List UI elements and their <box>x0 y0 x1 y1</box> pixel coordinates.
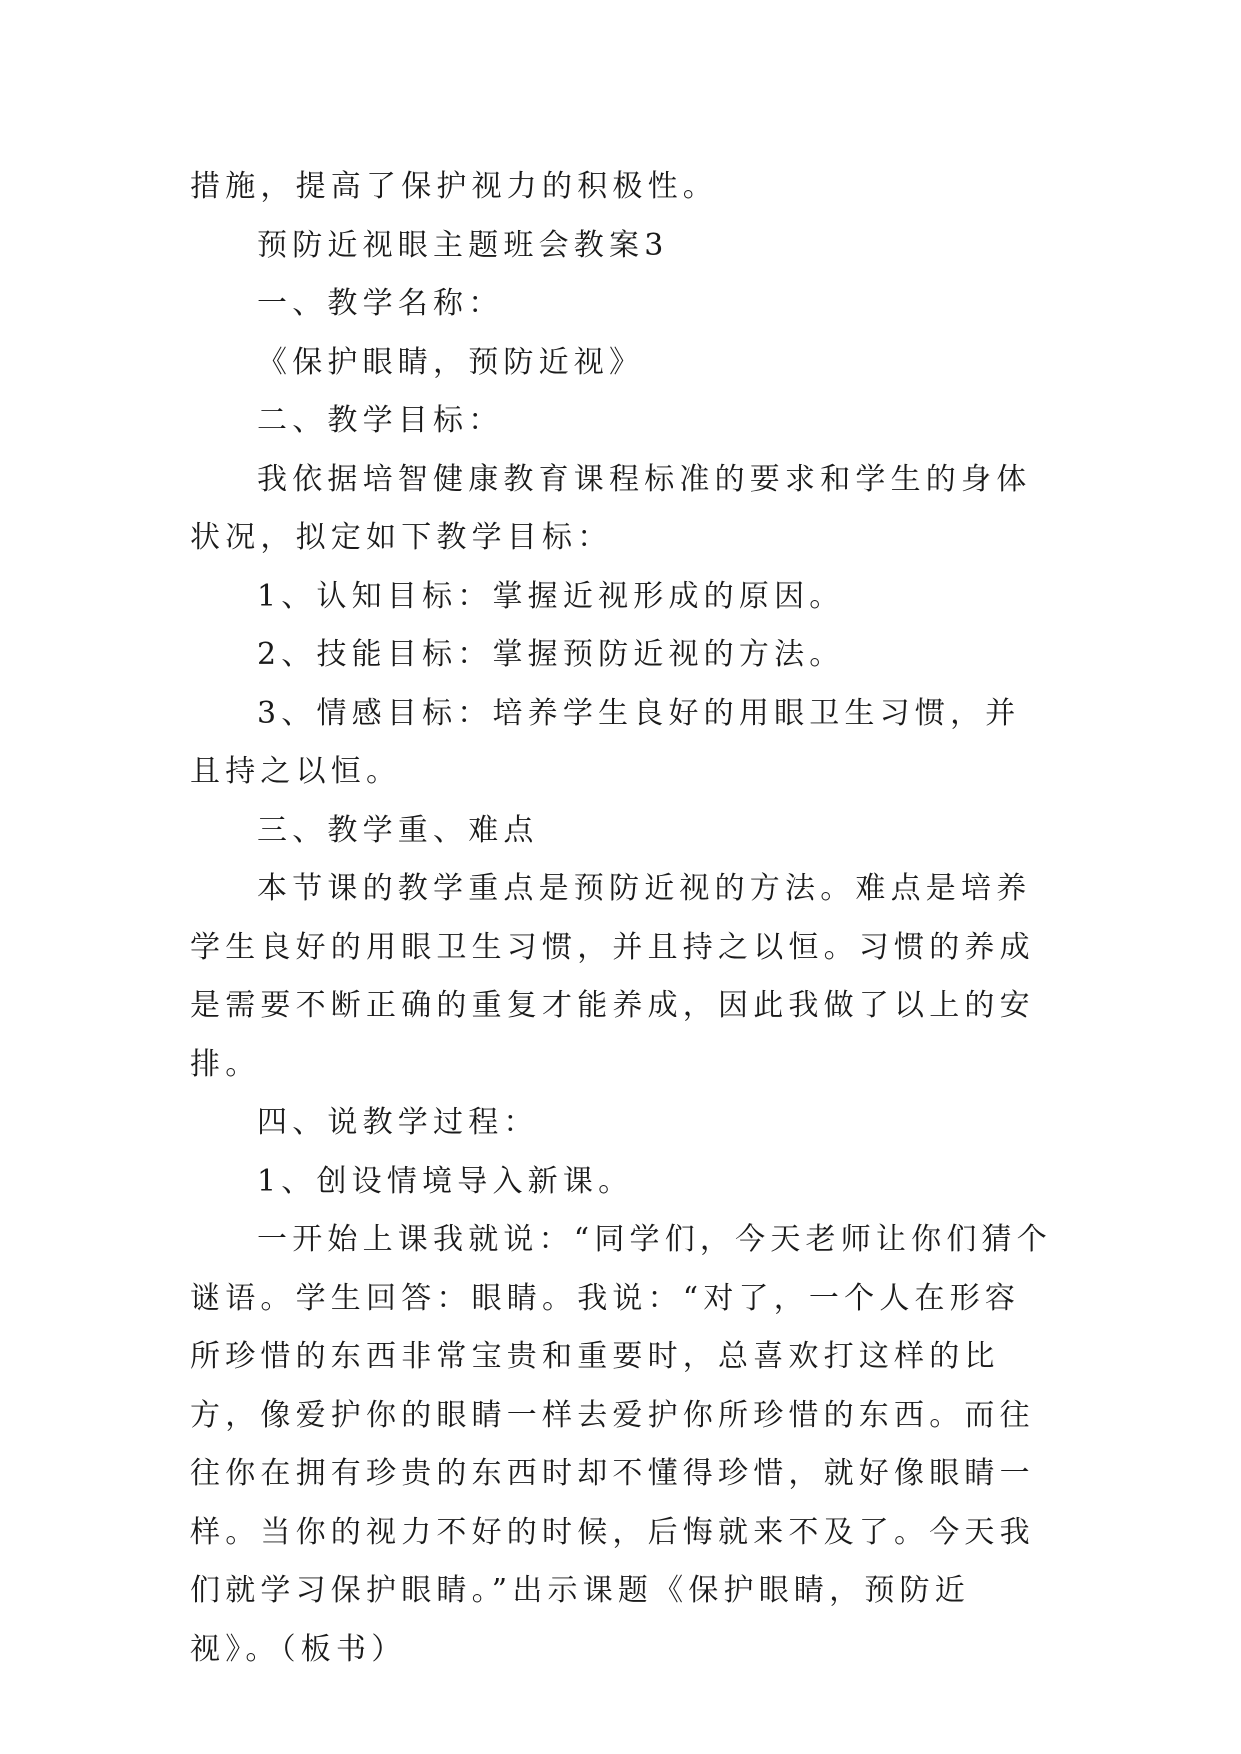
paragraph-goals-intro: 我依据培智健康教育课程标准的要求和学生的身体状况，拟定如下教学目标： <box>190 461 1032 555</box>
document-body <box>190 158 1052 1679</box>
heading-teaching-process: 四、说教学过程： <box>257 1105 539 1140</box>
goal-item-cognitive: 1、认知目标：掌握近视形成的原因。 <box>257 578 845 614</box>
paragraph-continuation: 措施，提高了保护视力的积极性。 <box>190 169 718 204</box>
paragraph-process-intro: 一开始上课我就说：“同学们，今天老师让你们猜个谜语。学生回答：眼睛。我说：“对了，一个人在形容所珍惜的东西非常宝贵和重要时，总喜欢打这样的比方，像爱护你的眼睛一样去爱护你所珍惜的东西。而往往你在拥有珍贵的东西时却不懂得珍惜，就好像眼睛一样。当你的视力不好的时候，后悔就来不及了。今天我们就学习保护眼睛。”出示课题《保护眼睛，预防近视》。（板书） <box>190 1222 1052 1667</box>
heading-teaching-goals: 二、教学目标： <box>257 403 504 438</box>
goal-item-skill: 2、技能目标：掌握预防近视的方法。 <box>257 637 845 672</box>
section-title: 预防近视眼主题班会教案3 <box>257 227 669 263</box>
process-item-intro: 1、创设情境导入新课。 <box>257 1163 634 1199</box>
heading-key-points: 三、教学重、难点 <box>257 812 539 848</box>
goal-item-emotional: 3、情感目标：培养学生良好的用眼卫生习惯，并且持之以恒。 <box>190 695 1021 789</box>
heading-teaching-name: 一、教学名称： <box>257 286 504 321</box>
lesson-title: 《保护眼睛，预防近视》 <box>257 344 645 380</box>
paragraph-key-points: 本节课的教学重点是预防近视的方法。难点是培养学生良好的用眼卫生习惯，并且持之以恒。习惯的养成是需要不断正确的重复才能养成，因此我做了以上的安排。 <box>190 871 1035 1082</box>
